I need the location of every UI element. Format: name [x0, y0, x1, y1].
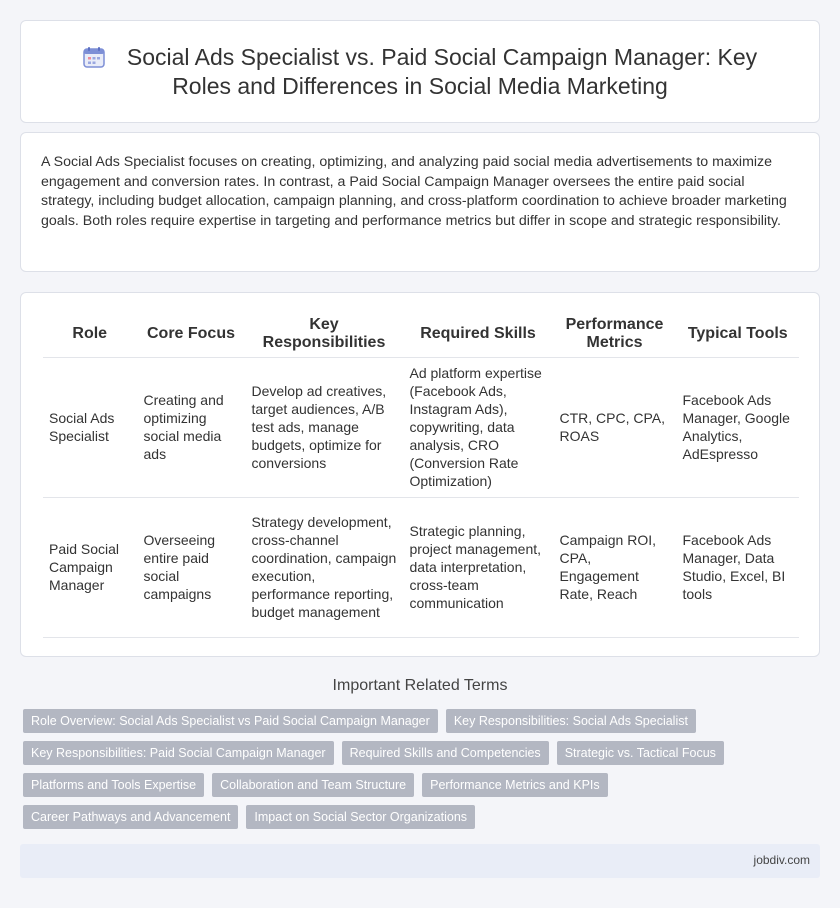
- table-row: [43, 357, 799, 497]
- intro-card: [20, 132, 820, 272]
- related-term-tag[interactable]: Career Pathways and Advancement: [23, 805, 238, 829]
- cell-required-skills: Ad platform expertise (Facebook Ads, Instagram Ads), copywriting, data analysis, CRO (Conversion Rate Optimization): [403, 357, 553, 497]
- related-term-tag[interactable]: Key Responsibilities: Paid Social Campaign Manager: [23, 741, 334, 765]
- related-term-tag[interactable]: Performance Metrics and KPIs: [422, 773, 608, 797]
- page-title: Social Ads Specialist vs. Paid Social Campaign Manager: Key Roles and Differences in Social Media Marketing: [126, 44, 758, 99]
- cell-core-focus: Creating and optimizing social media ads: [137, 357, 245, 497]
- page-title-wrap: [21, 43, 819, 101]
- related-terms-tags: [23, 709, 803, 837]
- footer-site-link[interactable]: jobdiv.com: [753, 853, 810, 867]
- cell-core-focus: Overseeing entire paid social campaigns: [137, 497, 245, 637]
- header-key-responsibilities: Key Responsibilities: [245, 311, 403, 357]
- footer: [20, 844, 820, 878]
- comparison-table-card: [20, 292, 820, 657]
- related-term-tag[interactable]: Required Skills and Competencies: [342, 741, 549, 765]
- cell-typical-tools: Facebook Ads Manager, Data Studio, Excel, BI tools: [676, 497, 799, 637]
- header-performance-metrics: Performance Metrics: [553, 311, 676, 357]
- comparison-table: [43, 311, 799, 638]
- cell-performance-metrics: Campaign ROI, CPA, Engagement Rate, Reach: [553, 497, 676, 637]
- cell-typical-tools: Facebook Ads Manager, Google Analytics, AdEspresso: [676, 357, 799, 497]
- header-role: Role: [43, 311, 137, 357]
- cell-key-responsibilities: Strategy development, cross-channel coordination, campaign execution, performance reporting, budget management: [245, 497, 403, 637]
- related-term-tag[interactable]: Role Overview: Social Ads Specialist vs Paid Social Campaign Manager: [23, 709, 438, 733]
- calendar-icon: [83, 46, 105, 68]
- cell-role: Social Ads Specialist: [43, 357, 137, 497]
- related-term-tag[interactable]: Impact on Social Sector Organizations: [246, 805, 475, 829]
- table-row: [43, 497, 799, 637]
- table-header-row: [43, 311, 799, 357]
- related-term-tag[interactable]: Collaboration and Team Structure: [212, 773, 414, 797]
- header-card: [20, 20, 820, 123]
- related-term-tag[interactable]: Key Responsibilities: Social Ads Specialist: [446, 709, 696, 733]
- related-term-tag[interactable]: Platforms and Tools Expertise: [23, 773, 204, 797]
- header-typical-tools: Typical Tools: [676, 311, 799, 357]
- related-term-tag[interactable]: Strategic vs. Tactical Focus: [557, 741, 724, 765]
- cell-performance-metrics: CTR, CPC, CPA, ROAS: [553, 357, 676, 497]
- cell-required-skills: Strategic planning, project management, data interpretation, cross-team communication: [403, 497, 553, 637]
- cell-key-responsibilities: Develop ad creatives, target audiences, A/B test ads, manage budgets, optimize for conversions: [245, 357, 403, 497]
- cell-role: Paid Social Campaign Manager: [43, 497, 137, 637]
- intro-text: A Social Ads Specialist focuses on creating, optimizing, and analyzing paid social media advertisements to maximize engagement and conversion rates. In contrast, a Paid Social Campaign Manager oversees the entire paid social strategy, including budget allocation, campaign planning, and cross-platform coordination to achieve broader marketing goals. Both roles require expertise in targeting and performance metrics but differ in scope and strategic responsibility.: [41, 154, 787, 229]
- related-terms-title: Important Related Terms: [332, 677, 508, 694]
- header-core-focus: Core Focus: [137, 311, 245, 357]
- header-required-skills: Required Skills: [403, 311, 553, 357]
